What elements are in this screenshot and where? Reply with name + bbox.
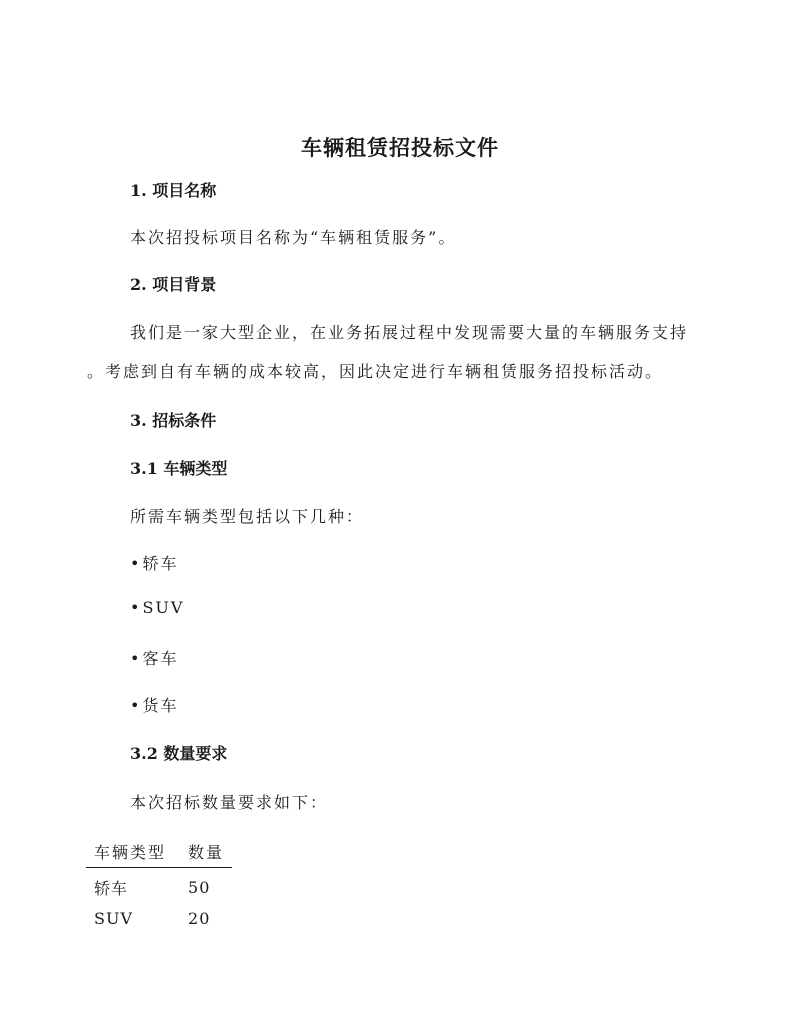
list-item-label: 货车 — [142, 696, 179, 715]
section-2-text-line-1: 我们是一家大型企业，在业务拓展过程中发现需要大量的车辆服务支持 — [130, 323, 689, 342]
section-3-2-heading: 3.2 数量要求 — [130, 744, 228, 763]
bullet-icon: • — [130, 554, 140, 573]
table-cell-quantity: 50 — [188, 878, 211, 897]
list-item-label: 轿车 — [142, 554, 179, 573]
section-3-1-intro: 所需车辆类型包括以下几种： — [130, 507, 365, 526]
list-item-label: 客车 — [142, 649, 179, 668]
section-3-1-heading: 3.1 车辆类型 — [130, 459, 228, 478]
document-title: 车辆租赁招投标文件 — [301, 136, 499, 160]
section-1-text: 本次招投标项目名称为“车辆租赁服务”。 — [130, 228, 457, 247]
bullet-icon: • — [130, 649, 140, 668]
column-header-vehicle-type: 车辆类型 — [86, 838, 174, 868]
list-item — [130, 598, 184, 617]
table-row — [86, 901, 232, 930]
list-item — [130, 646, 178, 669]
section-2-heading: 2. 项目背景 — [130, 275, 217, 294]
section-3-2-intro: 本次招标数量要求如下： — [130, 793, 329, 812]
bullet-icon: • — [130, 696, 140, 715]
table-row — [86, 868, 232, 902]
section-1-heading: 1. 项目名称 — [130, 181, 217, 200]
section-2-text-line-2: 。考虑到自有车辆的成本较高，因此决定进行车辆租赁服务招投标活动。 — [87, 362, 664, 381]
list-item — [130, 693, 178, 716]
column-header-quantity: 数量 — [174, 838, 232, 868]
table-cell-quantity: 20 — [188, 909, 211, 928]
section-3-heading: 3. 招标条件 — [130, 411, 217, 430]
table-header-row — [86, 838, 232, 868]
list-item — [130, 551, 178, 574]
bullet-icon: • — [130, 598, 140, 617]
quantity-table — [86, 838, 232, 930]
table-cell-vehicle-type: 轿车 — [94, 879, 129, 898]
table-cell-vehicle-type: SUV — [94, 909, 133, 928]
list-item-label: SUV — [142, 598, 185, 617]
